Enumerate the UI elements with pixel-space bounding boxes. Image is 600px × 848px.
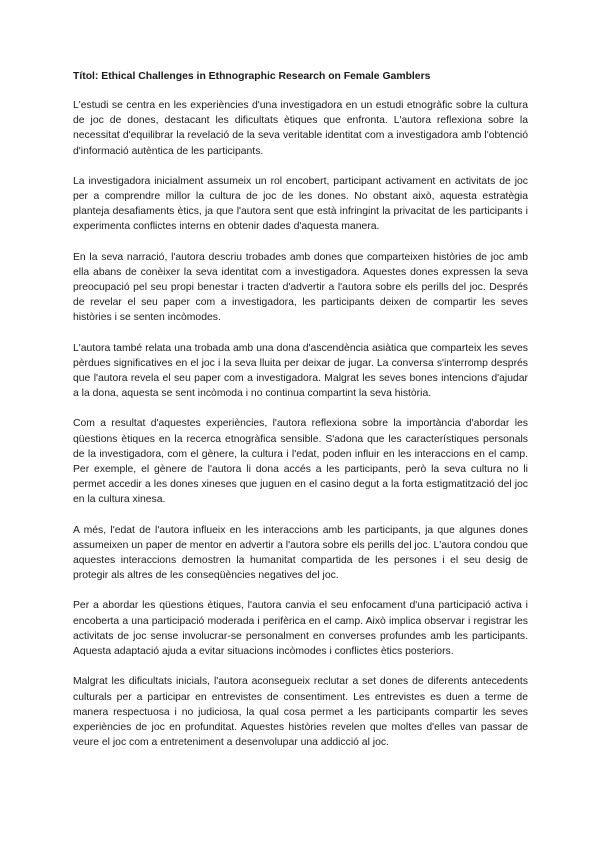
paragraph-8: Malgrat les dificultats inicials, l'autora aconsegueix reclutar a set dones de diferents antecedents culturals per a participar en entrevistes de consentiment. Les entrevistes es duen a terme de manera respectuosa i no judiciosa, la qual cosa permet a les participants compartir les seves experiències de joc en profunditat. Aquestes històries revelen que moltes d'elles van passar de veure el joc com a entreteniment a desenvolupar una addicció al joc. [73,676,528,749]
paragraph-3: En la seva narració, l'autora descriu trobades amb dones que comparteixen històries de joc amb ella abans de conèixer la seva identitat com a investigadora. Aquestes dones expressen la seva preocupació pel seu propi benestar i tracten d'advertir a l'autora sobre els perills del joc. Després de revelar el seu paper com a investigadora, les participants deixen de compartir les seves històries i se senten incòmodes. [73,251,528,324]
paragraph-4: L'autora també relata una trobada amb una dona d'ascendència asiàtica que comparteix les seves pèrdues significatives en el joc i la seva lluita per deixar de jugar. La conversa s'interromp després que l'autora revela el seu paper com a investigadora. Malgrat les seves bones intencions d'ajudar a la dona, aquesta se sent incòmoda i no continua compartint la seva història. [73,342,528,400]
document-title: Títol: Ethical Challenges in Ethnographic Research on Female Gamblers [73,71,431,82]
paragraph-6: A més, l'edat de l'autora influeix en les interaccions amb les participants, ja que algunes dones assumeixen un paper de mentor en advertir a l'autora sobre els perills del joc. L'autora condou que aquestes interaccions demostren la humanitat compartida de les persones i el seu desig de protegir als altres de les conseqüències negatives del joc. [73,524,528,582]
document-page [73,60,528,765]
paragraph-5: Com a resultat d'aquestes experiències, l'autora reflexiona sobre la importància d'abordar les qüestions ètiques en la recerca etnogràfica sensible. S'adona que les característiques personals de la investigadora, com el gènere, la cultura i l'edat, poden influir en les interaccions en el camp. Per exemple, el gènere de l'autora li dona accés a les participants, però la seva cultura no li permet accedir a les dones xineses que juguen en el casino degut a la forta estigmatització del joc en la cultura xinesa. [73,418,528,506]
paragraph-2: La investigadora inicialment assumeix un rol encobert, participant activament en activitats de joc per a comprendre millor la cultura de joc de les dones. No obstant això, aquesta estratègia planteja desafiaments ètics, ja que l'autora sent que està infringint la privacitat de les participants i experimenta conflictes interns en obtenir dades d'aquesta manera. [73,175,528,233]
paragraph-7: Per a abordar les qüestions ètiques, l'autora canvia el seu enfocament d'una participació activa i encoberta a una participació moderada i perifèrica en el camp. Això implica observar i registrar les activitats de joc sense involucrar-se personalment en converses profundes amb les participants. Aquesta adaptació ajuda a evitar situacions incòmodes i conflictes ètics posteriors. [73,600,528,658]
paragraph-1: L'estudi se centra en les experiències d'una investigadora en un estudi etnogràfic sobre la cultura de joc de dones, destacant les dificultats ètiques que enfronta. L'autora reflexiona sobre la necessitat d'equilibrar la revelació de la seva veritable identitat com a investigadora amb l'obtenció d'informació autèntica de les participants. [73,100,528,157]
